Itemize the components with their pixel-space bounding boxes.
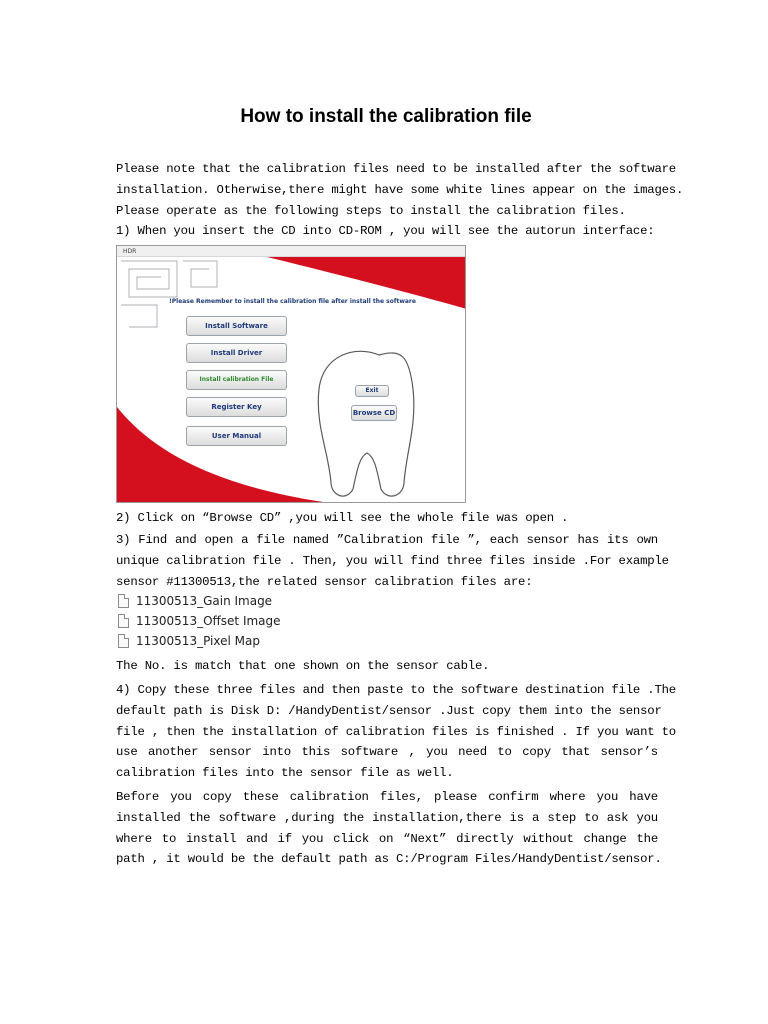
browse-cd-button[interactable]: Browse CD [351,405,397,421]
install-software-button[interactable]: Install Software [186,316,287,336]
text-line: path , it would be the default path as C:/Program Files/HandyDentist/sensor. [116,852,662,867]
text-line: Please operate as the following steps to install the calibration files. [116,203,626,218]
autorun-background-graphic [117,257,466,503]
register-key-button[interactable]: Register Key [186,397,287,417]
file-icon [118,634,129,648]
text-line: calibration files into the sensor file as well. [116,766,454,781]
install-reminder-note: !Please Remember to install the calibration file after install the software [169,298,416,305]
file-name: 11300513_Gain Image [136,594,273,608]
text-line: file , then the installation of calibration files is finished . If you want to [116,724,676,739]
match-note-paragraph [116,656,658,677]
file-item[interactable] [116,591,306,611]
text-line: unique calibration file . Then, you will find three files inside .For example [116,553,669,568]
tooth-illustration [318,351,414,496]
text-line: use another sensor into this software , you need to copy that sensor’s [116,745,658,760]
text-line: The No. is match that one shown on the sensor cable. [116,659,490,673]
text-line: Before you copy these calibration files, please confirm where you have [116,790,658,804]
file-item[interactable] [116,611,306,631]
text-line: 4) Copy these three files and then paste to the software destination file .The [116,683,676,697]
text-line: default path is Disk D: /HandyDentist/sensor .Just copy them into the sensor [116,703,662,718]
file-name: 11300513_Pixel Map [136,634,260,648]
text-line: where to install and if you click on “Next” directly without change the [116,831,658,846]
exit-button[interactable]: Exit [355,385,389,397]
file-name: 11300513_Offset Image [136,614,281,628]
install-calibration-button[interactable]: Install calibration File [186,370,287,390]
text-line: installation. Otherwise,there might have some white lines appear on the images. [116,182,684,197]
user-manual-button[interactable]: User Manual [186,426,287,446]
text-line: 1) When you insert the CD into CD-ROM , you will see the autorun interface: [116,224,655,239]
file-icon [118,594,129,608]
text-line: installed the software ,during the installation,there is a step to ask you [116,810,658,825]
file-item[interactable] [116,631,306,651]
intro-paragraph [116,159,684,242]
step-2-paragraph [116,508,658,529]
step-3-paragraph [116,530,669,592]
step-4-paragraph [116,680,676,784]
window-titlebar: HDR [117,246,465,257]
before-copy-paragraph [116,787,662,870]
file-icon [118,614,129,628]
install-driver-button[interactable]: Install Driver [186,343,287,363]
page-title: How to install the calibration file [240,106,532,127]
calibration-file-list [116,591,306,651]
autorun-screenshot [116,245,466,503]
text-line: 2) Click on “Browse CD” ,you will see the whole file was open . [116,511,569,525]
text-line: sensor #11300513,the related sensor calibration files are: [116,574,533,589]
text-line: Please note that the calibration files need to be installed after the software [116,162,676,176]
text-line: 3) Find and open a file named ”Calibration file ”, each sensor has its own [116,533,658,547]
